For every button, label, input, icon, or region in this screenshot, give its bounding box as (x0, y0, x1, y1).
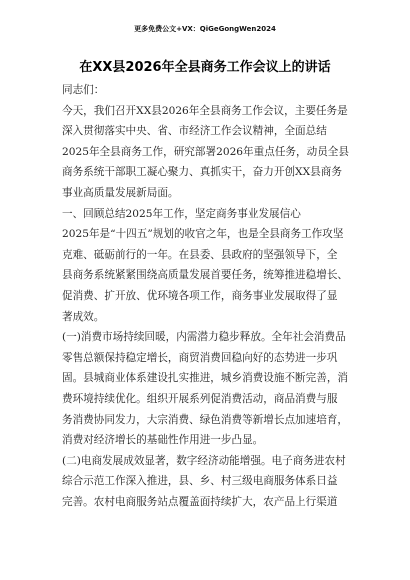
page-header: 更多免费公文+VX：QiGeGongWen2024 (134, 25, 276, 33)
document-body (62, 80, 355, 512)
body-line: 事业高质量发展新局面。 (62, 186, 179, 199)
body-line: 深入贯彻落实中央、省、市经济工作会议精神，全面总结 (62, 125, 327, 138)
document-title: 在XX县2026年全县商务工作会议上的讲话 (79, 60, 331, 75)
body-line: 著成效。 (62, 310, 105, 323)
body-line: 商务系统干部职工凝心聚力、真抓实干，奋力开创XX县商务 (62, 166, 342, 179)
subsection-line: (二)电商发展成效显著，数字经济动能增强。电子商务进农村 (62, 454, 346, 467)
body-line: 零售总额保持稳定增长，商贸消费回稳向好的态势进一步巩 (62, 351, 338, 364)
body-line: 综合示范工作深入推进，县、乡、村三级电商服务体系日益 (62, 475, 338, 488)
body-line: 固。县城商业体系建设扎实推进，城乡消费设施不断完善，消 (62, 372, 349, 385)
body-line: 务消费协同发力，大宗消费、绿色消费等新增长点加速培育， (62, 413, 349, 426)
body-line: 县商务系统紧紧围绕高质量发展首要任务，统筹推进稳增长、 (62, 269, 349, 282)
body-line: 完善。农村电商服务站点覆盖面持续扩大，农产品上行渠道 (62, 495, 338, 508)
body-line: 消费对经济增长的基础性作用进一步凸显。 (62, 434, 264, 447)
body-line: 克难、砥砺前行的一年。在县委、县政府的坚强领导下，全 (62, 248, 338, 261)
body-line: 2025年全县商务工作，研究部署2026年重点任务，动员全县 (62, 145, 349, 158)
body-line: 同志们： (62, 84, 105, 96)
body-line: 2025年是“十四五”规划的收官之年，也是全县商务工作攻坚 (62, 228, 344, 241)
subsection-line: (一)消费市场持续回暖，内需潜力稳步释放。全年社会消费品 (62, 331, 346, 344)
section-heading: 一、回顾总结2025年工作，坚定商务事业发展信心 (62, 207, 301, 220)
body-line: 促消费、扩开放、优环境各项工作，商务事业发展取得了显 (62, 289, 338, 302)
body-line: 今天，我们召开XX县2026年全县商务工作会议，主要任务是 (62, 104, 348, 117)
body-line: 费环境持续优化。组织开展系列促消费活动，商品消费与服 (62, 392, 338, 405)
